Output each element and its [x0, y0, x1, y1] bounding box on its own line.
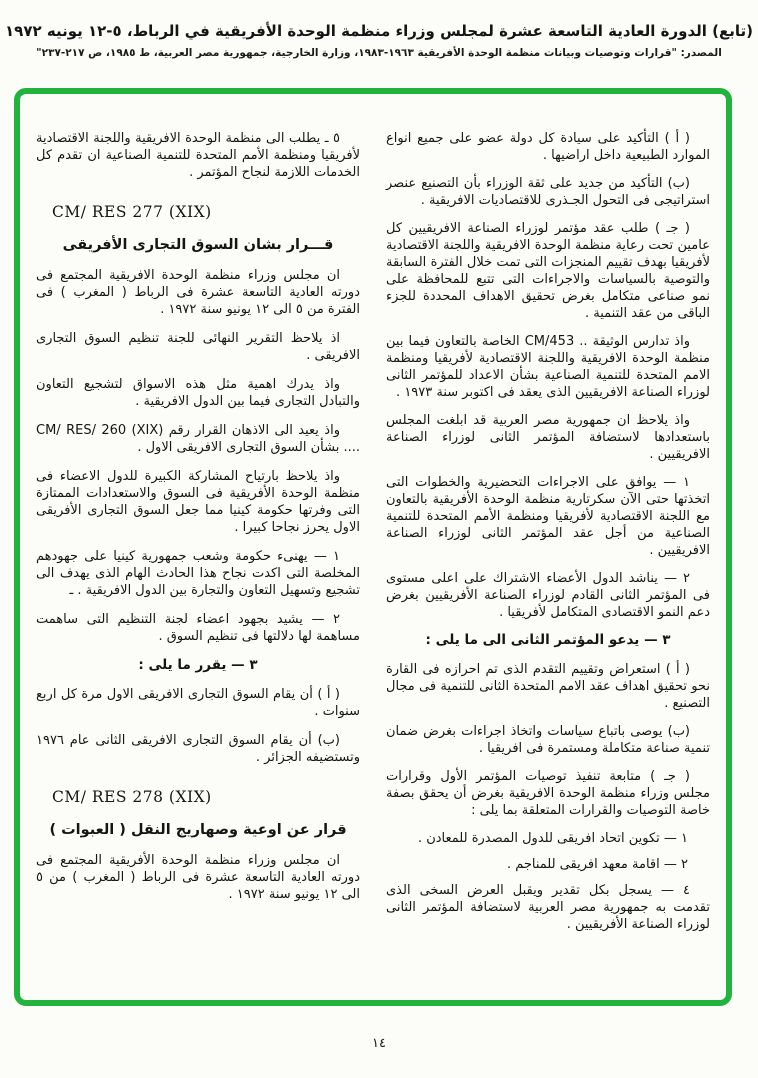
two-column-layout — [20, 94, 726, 944]
paragraph: واذ يلاحظ بارتياح المشاركة الكبيرة للدول الاعضاء فى منظمة الوحدة الأفريقية فى السوق والاستعدادات الممتازة التى وفرتها حكومة كينيا مما جعل السوق التجارى الأفريقى الاول يحرز نجاحا كبيرا . — [36, 469, 360, 535]
paragraph: ( جـ ) طلب عقد مؤتمر لوزراء الصناعة الافريقيين كل عامين تحت رعاية منظمة الوحدة الافريقية واللجنة الاقتصادية لأفريقيا بهدف تقييم المنجزات التى تمت خلال الفترة السابقة والتوصية بالسياسات والاجراءات التى تتبع للمحافظة على نمو صناعى متكامل بغرض تحقيق الاهداف المحددة للجزء الباقى من عقد التنمية . — [386, 221, 710, 321]
paragraph: (ب) التأكيد من جديد على ثقة الوزراء بأن التصنيع عنصر استراتيجى فى التحول الجـذرى للاقتصاديات الافريقية . — [386, 176, 710, 208]
paragraph: واذ يدرك اهمية مثل هذه الاسواق لتشجيع التعاون والتبادل التجارى فيما بين الدول الافريقية . — [36, 377, 360, 409]
paragraph: ان مجلس وزراء منظمة الوحدة الأفريقية المجتمع فى دورته العادية التاسعة عشرة فى الرباط ( المغرب ) من ٥ الى ١٢ يونيو سنة ١٩٧٢ . — [36, 853, 360, 902]
paragraph: ٥ ـ يطلب الى منظمة الوحدة الافريقية واللجنة الاقتصادية لأفريقيا ومنظمة الأمم المتحدة للتنمية الصناعية ان تقدم كل الخدمات اللازمة لنجاح المؤتمر . — [36, 131, 360, 180]
paragraph: واذ يعيد الى الاذهان القرار رقم CM/ RES/ 260 (XIX) .... بشأن السوق التجارى الافريقى الاول . — [36, 423, 360, 455]
paragraph: اذ يلاحظ التقرير النهائى للجنة تنظيم السوق التجارى الافريقى . — [36, 331, 360, 363]
paragraph: ( أ ) استعراض وتقييم التقدم الذى تم احرازه فى القارة نحو تحقيق اهداف عقد الامم المتحدة الثانى للتنمية فى مجال التصنيع . — [386, 662, 710, 711]
paragraph: ١ — يهنىء حكومة وشعب جمهورية كينيا على جهودهم المخلصة التى اكدت نجاح هذا الحادث الهام الذى يهدف الى تشجيع وتسهيل التعاون والتجارة بين الدول الافريقية . ـ — [36, 549, 360, 598]
resolution-title: قرار عن اوعية وصهاريج النقل ( العبوات ) — [49, 822, 347, 838]
session-title: (تابع) الدورة العادية التاسعة عشرة لمجلس وزراء منظمة الوحدة الأفريقية في الرباط، ٥-١٢ يونيه ١٩٧٢ — [5, 22, 753, 40]
paragraph: واذ يلاحظ ان جمهورية مصر العربية قد ابلغت المجلس باستعدادها لاستضافة المؤتمر الثانى لوزراء الصناعة الافريقيين . — [386, 413, 710, 462]
content-frame — [14, 88, 732, 1006]
source-citation: المصدر: "قرارات وتوصيات وبيانات منظمة الوحدة الأفريقية ١٩٦٣-١٩٨٣، وزارة الخارجية، جمهورية مصر العربية، ط ١٩٨٥، ص ٢١٧-٢٣٧" — [36, 46, 722, 59]
list-subheading: ٣ — يدعو المؤتمر الثانى الى ما يلى : — [425, 632, 671, 648]
paragraph: ٢ — يشيد بجهود اعضاء لجنة التنظيم التى ساهمت مساهمة لها دلالتها فى تنظيم السوق . — [36, 612, 360, 644]
list-subheading: ٣ — يقرر ما يلى : — [138, 657, 258, 673]
paragraph: (ب) أن يقام السوق التجارى الافريقى الثانى عام ١٩٧٦ وتستضيفه الجزائر . — [36, 733, 360, 765]
paragraph: ان مجلس وزراء منظمة الوحدة الافريقية المجتمع فى دورته العادية التاسعة عشرة فى الرباط ( المغرب ) فى الفترة من ٥ الى ١٢ يونيو سنة ١٩٧٢ . — [36, 268, 360, 317]
resolution-number: CM/ RES 278 (XIX) — [52, 788, 212, 806]
paragraph: ( جـ ) متابعة تنفيذ توصيات المؤتمر الأول وقرارات مجلس وزراء منظمة الوحدة الافريقية بغرض أن يحقق بصفة خاصة التوصيات والقرارات المتعلقة بما يلى : — [386, 769, 710, 818]
resolution-number: CM/ RES 277 (XIX) — [52, 203, 212, 221]
paragraph: ١ — يوافق على الاجراءات التحضيرية والخطوات التى اتخذتها حتى الآن سكرتارية منظمة الوحدة الأفريقية بالتعاون مع اللجنة الاقتصادية لأفريقيا ومنظمة الأمم المتحدة للتنمية الصناعية من أجل عقد المؤتمر الثانى لوزراء الصناعة الافريقيين . — [386, 475, 710, 558]
page-header — [0, 0, 758, 59]
list-item: ٢ — اقامة معهد افريقى للمناجم . — [506, 857, 688, 872]
paragraph: ٤ — يسجل بكل تقدير ويقبل العرض السخى الذى تقدمت به جمهورية مصر العربية لاستضافة المؤتمر الثانى لوزراء الصناعة الأفريقيين . — [386, 883, 710, 932]
paragraph: (ب) يوصى باتباع سياسات واتخاذ اجراءات بغرض ضمان تنمية صناعة متكاملة ومستمرة فى افريقيا . — [386, 724, 710, 756]
paragraph: واذ تدارس الوثيقة .. CM/453 الخاصة بالتعاون فيما بين منظمة الوحدة الافريقية واللجنة الاقتصادية لأفريقيا ومنظمة الامم المتحدة للتنمية الصناعية بشأن الاعداد للمؤتمر الثانى لوزراء الصناعة الافريقيين الذى يعقد فى اكتوبر سنة ١٩٧٣ . — [386, 334, 710, 400]
column-left — [36, 130, 360, 944]
paragraph: ( أ ) التأكيد على سيادة كل دولة عضو على جميع انواع الموارد الطبيعية داخل اراضيها . — [386, 131, 710, 163]
column-right — [386, 130, 710, 944]
paragraph: ( أ ) أن يقام السوق التجارى الافريقى الاول مرة كل اربع سنوات . — [36, 687, 360, 719]
page-number: ١٤ — [372, 1036, 386, 1051]
list-item: ١ — تكوين اتحاد افريقى للدول المصدرة للمعادن . — [417, 831, 688, 846]
paragraph: ٢ — يناشد الدول الأعضاء الاشتراك على اعلى مستوى فى المؤتمر الثانى القادم لوزراء الصناعة الأفريقيين بغرض دعم النمو الاقتصادى المتكامل لأفريقيا . — [386, 571, 710, 620]
resolution-title: قـــرار بشان السوق التجارى الأفريقى — [62, 237, 334, 253]
